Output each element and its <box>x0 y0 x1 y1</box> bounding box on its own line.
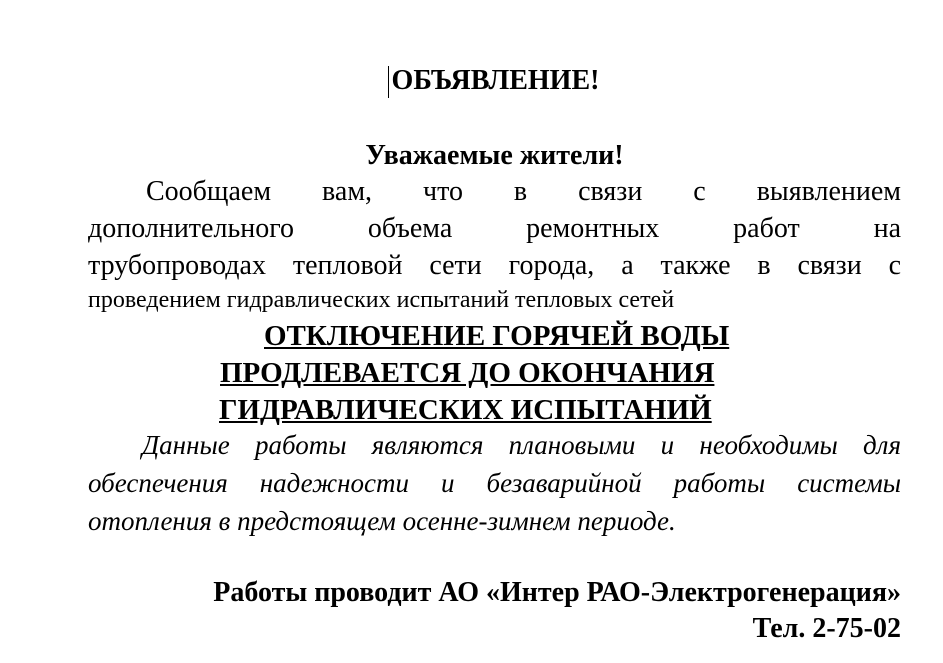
italic-line-3: отопления в предстоящем осенне-зимнем периоде. <box>88 506 676 536</box>
body-line-3: трубопроводах тепловой сети города, а также в связи с <box>88 250 901 281</box>
title-block <box>88 64 901 98</box>
italic-line-1: Данные работы являются плановыми и необходимы для <box>142 430 901 460</box>
italic-paragraph <box>88 426 901 540</box>
alert-line-3: ГИДРАВЛИЧЕСКИХ ИСПЫТАНИЙ <box>219 394 712 426</box>
body-line-2: дополнительного объема ремонтных работ на <box>88 213 901 244</box>
alert-line-2: ПРОДЛЕВАЕТСЯ ДО ОКОНЧАНИЯ <box>220 357 715 389</box>
alert-block <box>88 318 901 429</box>
alert-line-1: ОТКЛЮЧЕНИЕ ГОРЯЧЕЙ ВОДЫ <box>264 320 730 352</box>
footer-organization: Работы проводит АО «Интер РАО-Электрогенерация» <box>213 577 901 608</box>
footer-phone: Тел. 2-75-02 <box>752 613 901 644</box>
text-cursor <box>388 66 389 98</box>
italic-line-2: обеспечения надежности и безаварийной работы системы <box>88 468 901 498</box>
footer-block <box>88 575 901 647</box>
body-paragraph <box>88 173 901 284</box>
document-title-text: ОБЪЯВЛЕНИЕ! <box>391 65 600 96</box>
greeting: Уважаемые жители! <box>365 140 624 171</box>
body-line-1: Сообщаем вам, что в связи с выявлением <box>146 176 901 207</box>
document-page <box>88 0 901 663</box>
body-last-line: проведением гидравлических испытаний тепловых сетей <box>88 287 675 313</box>
document-title <box>390 64 600 98</box>
